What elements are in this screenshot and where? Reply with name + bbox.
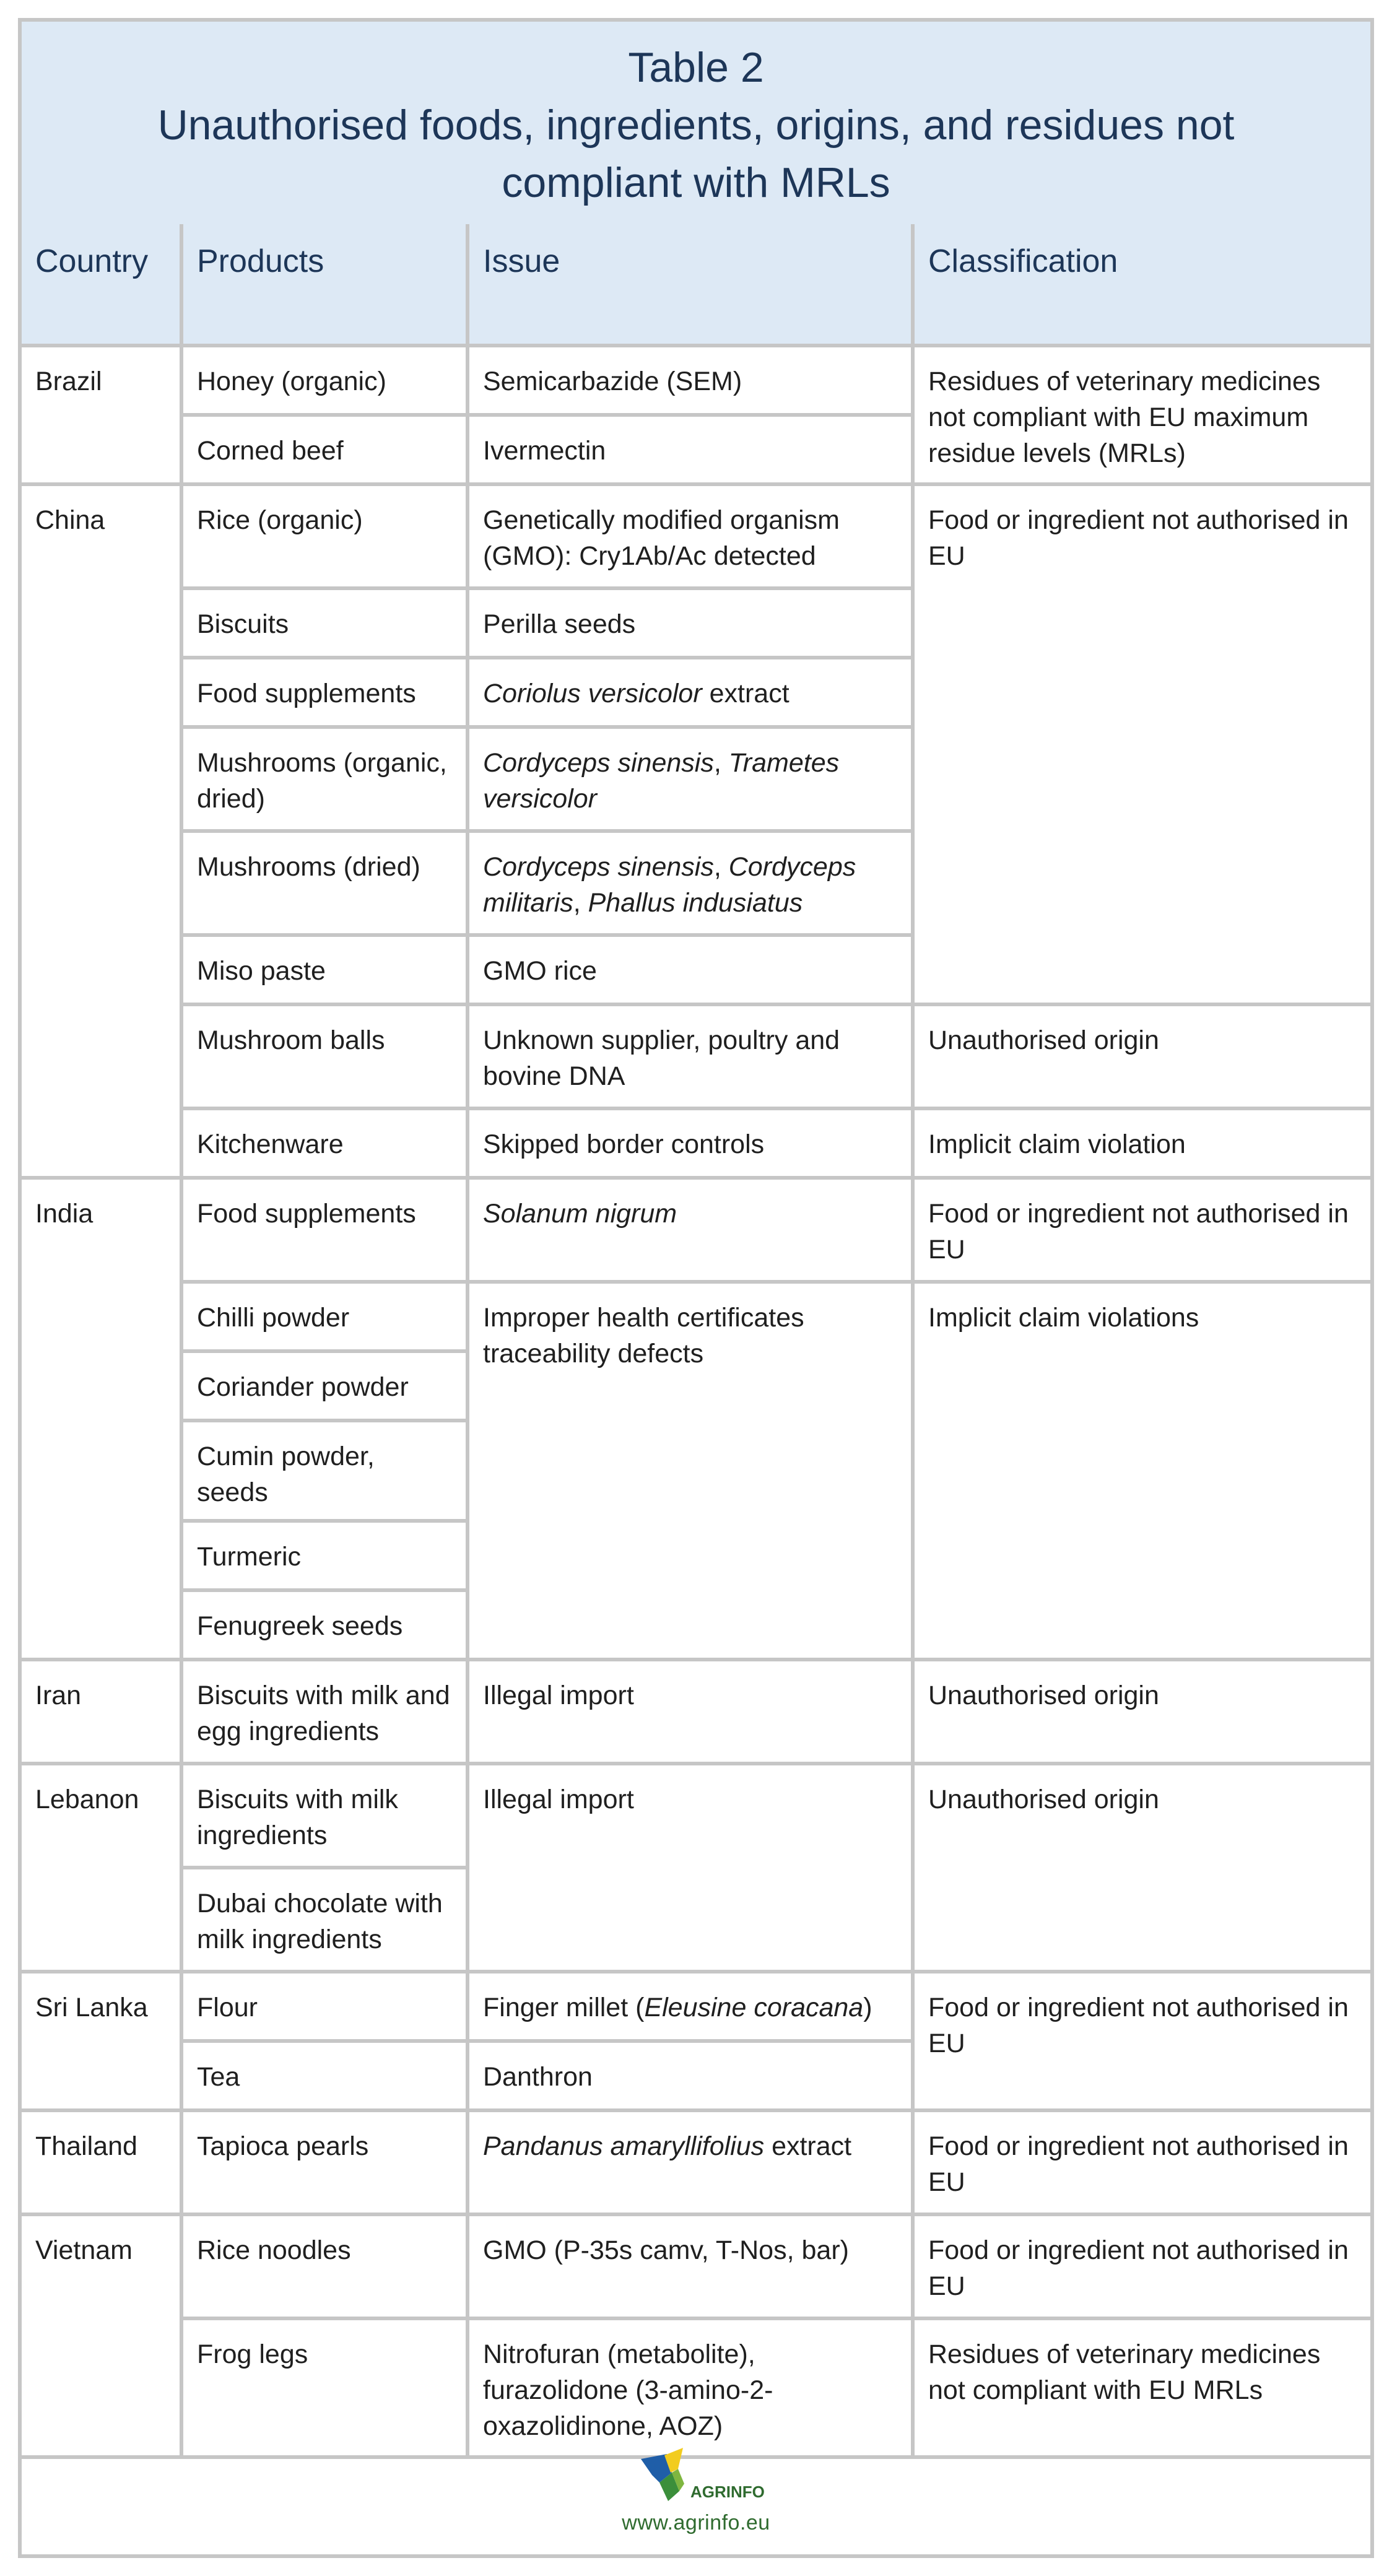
product-cell: Rice noodles (181, 2214, 468, 2318)
classification-cell: Unauthorised origin (913, 1004, 1370, 1108)
product-cell: Mushrooms (organic, dried) (181, 727, 468, 831)
country-cell: Lebanon (22, 1764, 181, 1972)
issue-cell (468, 658, 913, 727)
issue-text: ) (863, 1993, 872, 2022)
issue-cell (468, 1972, 913, 2041)
issue-species: Coriolus versicolor (483, 679, 702, 708)
table-row (22, 1764, 1370, 1868)
product-cell: Frog legs (181, 2318, 468, 2457)
table-row (22, 2318, 1370, 2457)
issue-cell: Danthron (468, 2041, 913, 2110)
table-row (22, 484, 1370, 588)
issue-species: Cordyceps sinensis (483, 852, 714, 882)
issue-cell (468, 2110, 913, 2214)
agrinfo-logo (635, 2448, 771, 2505)
classification-cell: Food or ingredient not authorised in EU (913, 1178, 1370, 1282)
country-cell: Thailand (22, 2110, 181, 2214)
product-cell: Mushroom balls (181, 1004, 468, 1108)
product-cell: Food supplements (181, 1178, 468, 1282)
title-line-3: compliant with MRLs (502, 159, 890, 206)
product-cell: Flour (181, 1972, 468, 2041)
issue-separator: , (573, 888, 588, 918)
country-cell: Sri Lanka (22, 1972, 181, 2110)
product-cell: Biscuits (181, 588, 468, 658)
issue-cell: GMO rice (468, 935, 913, 1004)
issue-cell: GMO (P-35s camv, T-Nos, bar) (468, 2214, 913, 2318)
issue-text: extract (702, 679, 790, 708)
product-cell: Dubai chocolate with milk ingredients (181, 1868, 468, 1972)
issue-text: Finger millet ( (483, 1993, 645, 2022)
product-cell: Turmeric (181, 1521, 468, 1590)
classification-cell: Food or ingredient not authorised in EU (913, 1972, 1370, 2110)
product-cell: Cumin powder, seeds (181, 1421, 468, 1521)
table-row (22, 346, 1370, 415)
issue-cell: Illegal import (468, 1764, 913, 1972)
product-cell: Fenugreek seeds (181, 1590, 468, 1660)
table-title (22, 22, 1370, 228)
product-cell: Coriander powder (181, 1351, 468, 1421)
header-country: Country (22, 224, 181, 346)
issue-species: Trametes versicolor (483, 748, 840, 814)
country-cell: Brazil (22, 346, 181, 484)
country-cell: India (22, 1178, 181, 1660)
table-row (22, 1108, 1370, 1178)
table-row (22, 2214, 1370, 2318)
classification-cell: Implicit claim violations (913, 1282, 1370, 1660)
product-cell: Biscuits with milk ingredients (181, 1764, 468, 1868)
footer-url[interactable]: www.agrinfo.eu (622, 2511, 770, 2535)
issue-separator: , (713, 748, 729, 778)
table-row (22, 2110, 1370, 2214)
product-cell: Honey (organic) (181, 346, 468, 415)
product-cell: Miso paste (181, 935, 468, 1004)
header-issue: Issue (468, 224, 913, 346)
title-line-1: Table 2 (628, 44, 764, 91)
header-products: Products (181, 224, 468, 346)
issue-species: Phallus indusiatus (588, 888, 803, 918)
classification-cell: Implicit claim violation (913, 1108, 1370, 1178)
product-cell: Chilli powder (181, 1282, 468, 1351)
issue-species: Cordyceps sinensis (483, 748, 714, 778)
issue-species: Pandanus amaryllifolius (483, 2131, 765, 2161)
issue-cell: Nitrofuran (metabolite), furazolidone (3-amino-2-oxazolidinone, AOZ) (468, 2318, 913, 2457)
issue-cell: Illegal import (468, 1660, 913, 1764)
issue-cell: Improper health certificates traceability defects (468, 1282, 913, 1660)
header-classification: Classification (913, 224, 1370, 346)
classification-cell: Residues of veterinary medicines not compliant with EU maximum residue levels (MRLs) (913, 346, 1370, 484)
footer (22, 2449, 1370, 2554)
table-frame (18, 18, 1374, 2558)
table-row (22, 1972, 1370, 2041)
header-row (22, 224, 1370, 346)
table-row (22, 1660, 1370, 1764)
classification-cell: Unauthorised origin (913, 1764, 1370, 1972)
issue-cell: Genetically modified organism (GMO): Cry1Ab/Ac detected (468, 484, 913, 588)
country-cell: Vietnam (22, 2214, 181, 2457)
classification-cell: Food or ingredient not authorised in EU (913, 484, 1370, 1004)
table-row (22, 1004, 1370, 1108)
product-cell: Tea (181, 2041, 468, 2110)
classification-cell: Food or ingredient not authorised in EU (913, 2214, 1370, 2318)
product-cell: Kitchenware (181, 1108, 468, 1178)
title-line-2: Unauthorised foods, ingredients, origins, and residues not (157, 102, 1235, 149)
issue-cell (468, 831, 913, 935)
data-table (22, 224, 1370, 2459)
issue-cell: Perilla seeds (468, 588, 913, 658)
issue-species: Cordyceps militaris (483, 852, 856, 918)
country-cell: China (22, 484, 181, 1178)
issue-cell: Skipped border controls (468, 1108, 913, 1178)
product-cell: Corned beef (181, 415, 468, 484)
country-cell: Iran (22, 1660, 181, 1764)
issue-cell: Semicarbazide (SEM) (468, 346, 913, 415)
classification-cell: Residues of veterinary medicines not compliant with EU MRLs (913, 2318, 1370, 2457)
classification-cell: Food or ingredient not authorised in EU (913, 2110, 1370, 2214)
product-cell: Biscuits with milk and egg ingredients (181, 1660, 468, 1764)
product-cell: Rice (organic) (181, 484, 468, 588)
product-cell: Tapioca pearls (181, 2110, 468, 2214)
issue-cell (468, 727, 913, 831)
table-row (22, 1282, 1370, 1351)
logo-wordmark: AGRINFO (690, 2482, 765, 2501)
table-row (22, 1178, 1370, 1282)
product-cell: Mushrooms (dried) (181, 831, 468, 935)
issue-cell: Ivermectin (468, 415, 913, 484)
product-cell: Food supplements (181, 658, 468, 727)
issue-text: extract (764, 2131, 852, 2161)
issue-species: Solanum nigrum (483, 1199, 677, 1229)
issue-separator: , (713, 852, 729, 882)
issue-cell (468, 1178, 913, 1282)
classification-cell: Unauthorised origin (913, 1660, 1370, 1764)
issue-cell: Unknown supplier, poultry and bovine DNA (468, 1004, 913, 1108)
issue-species: Eleusine coracana (644, 1993, 864, 2022)
